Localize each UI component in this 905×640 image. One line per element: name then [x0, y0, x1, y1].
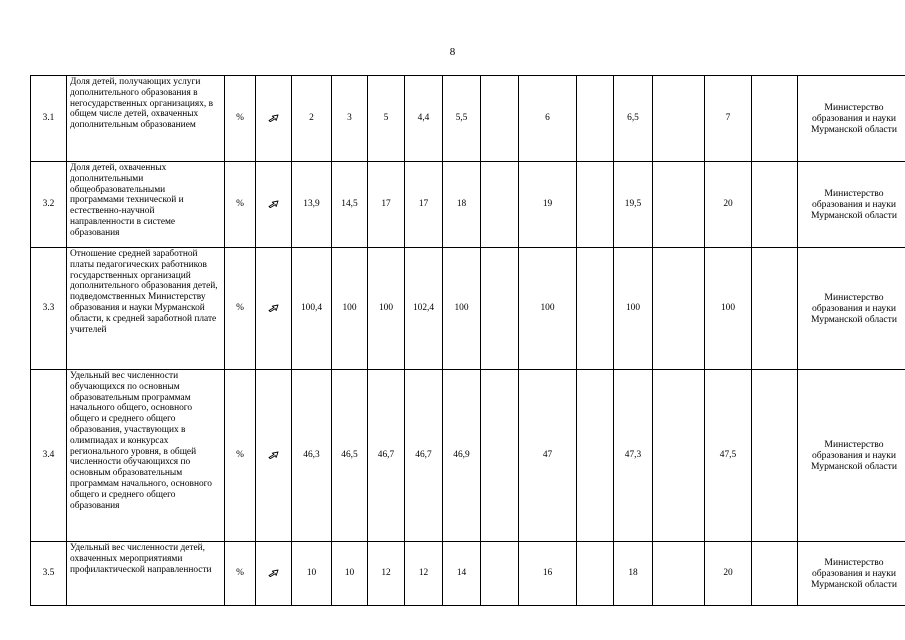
table-row [31, 76, 905, 162]
value-cell [577, 162, 614, 248]
trend-cell [256, 542, 292, 606]
indicator-name: Доля детей, охваченных дополнительными общеобразовательными программами технической и естественно-научной направленности в системе образования [67, 162, 225, 248]
value-cell [577, 76, 614, 162]
value-cell: 10 [292, 542, 332, 606]
value-cell: 2 [292, 76, 332, 162]
responsible-agency: Министерство образования и науки Мурманской области [798, 162, 905, 248]
value-cell: 100 [332, 248, 368, 370]
page-number: 8 [449, 46, 456, 58]
value-cell: 17 [405, 162, 443, 248]
value-cell: 46,7 [368, 370, 405, 542]
trend-cell [256, 370, 292, 542]
value-cell [481, 370, 519, 542]
value-cell: 47,3 [614, 370, 653, 542]
value-cell: 12 [368, 542, 405, 606]
value-cell: 47,5 [705, 370, 752, 542]
arrow-up-right-icon [268, 113, 280, 123]
value-cell [577, 370, 614, 542]
row-number: 3.5 [31, 542, 67, 606]
unit: % [225, 370, 256, 542]
value-cell: 46,3 [292, 370, 332, 542]
indicator-name: Доля детей, получающих услуги дополнительного образования в негосударственных организациях, в общем числе детей, охваченных дополнительным образованием [67, 76, 225, 162]
value-cell [653, 76, 705, 162]
unit: % [225, 542, 256, 606]
value-cell: 100 [705, 248, 752, 370]
value-cell [653, 370, 705, 542]
value-cell: 100 [614, 248, 653, 370]
value-cell: 14 [443, 542, 481, 606]
responsible-agency: Министерство образования и науки Мурманской области [798, 248, 905, 370]
indicator-name: Отношение средней заработной платы педагогических работников государственных организаций дополнительного образования детей, подведомственных Министерству образования и науки Мурманской области, к средней заработной плате учителей [67, 248, 225, 370]
value-cell [577, 248, 614, 370]
value-cell: 6 [519, 76, 577, 162]
value-cell: 46,7 [405, 370, 443, 542]
unit: % [225, 76, 256, 162]
arrow-up-right-icon [268, 303, 280, 313]
value-cell: 100 [519, 248, 577, 370]
value-cell: 100,4 [292, 248, 332, 370]
value-cell: 18 [443, 162, 481, 248]
value-cell [481, 542, 519, 606]
value-cell: 19,5 [614, 162, 653, 248]
value-cell: 5 [368, 76, 405, 162]
value-cell: 6,5 [614, 76, 653, 162]
value-cell [752, 370, 798, 542]
unit: % [225, 162, 256, 248]
value-cell: 13,9 [292, 162, 332, 248]
value-cell: 20 [705, 162, 752, 248]
value-cell: 17 [368, 162, 405, 248]
table-row [31, 542, 905, 606]
value-cell [481, 248, 519, 370]
indicator-name: Удельный вес численности обучающихся по основным образовательным программам начального общего, основного общего и среднего общего образования, участвующих в олимпиадах и конкурсах регионального уровня, в общей численности обучающихся по основным образовательным программам начального, основного общего и среднего общего образования [67, 370, 225, 542]
value-cell [653, 162, 705, 248]
value-cell: 5,5 [443, 76, 481, 162]
value-cell: 100 [443, 248, 481, 370]
trend-cell [256, 248, 292, 370]
responsible-agency: Министерство образования и науки Мурманской области [798, 370, 905, 542]
value-cell: 14,5 [332, 162, 368, 248]
value-cell: 16 [519, 542, 577, 606]
value-cell: 102,4 [405, 248, 443, 370]
value-cell [653, 542, 705, 606]
responsible-agency: Министерство образования и науки Мурманской области [798, 542, 905, 606]
value-cell: 100 [368, 248, 405, 370]
value-cell [752, 162, 798, 248]
table-row [31, 248, 905, 370]
table-row [31, 370, 905, 542]
value-cell: 20 [705, 542, 752, 606]
value-cell [653, 248, 705, 370]
value-cell: 18 [614, 542, 653, 606]
value-cell: 3 [332, 76, 368, 162]
value-cell: 12 [405, 542, 443, 606]
value-cell [752, 76, 798, 162]
value-cell: 19 [519, 162, 577, 248]
indicators-table [30, 75, 905, 606]
value-cell [752, 542, 798, 606]
row-number: 3.3 [31, 248, 67, 370]
row-number: 3.1 [31, 76, 67, 162]
arrow-up-right-icon [268, 450, 280, 460]
arrow-up-right-icon [268, 568, 280, 578]
trend-cell [256, 162, 292, 248]
table-row [31, 162, 905, 248]
value-cell [752, 248, 798, 370]
value-cell: 46,5 [332, 370, 368, 542]
row-number: 3.2 [31, 162, 67, 248]
value-cell: 4,4 [405, 76, 443, 162]
value-cell [577, 542, 614, 606]
unit: % [225, 248, 256, 370]
value-cell: 7 [705, 76, 752, 162]
value-cell [481, 162, 519, 248]
row-number: 3.4 [31, 370, 67, 542]
responsible-agency: Министерство образования и науки Мурманской области [798, 76, 905, 162]
value-cell: 47 [519, 370, 577, 542]
value-cell: 46,9 [443, 370, 481, 542]
trend-cell [256, 76, 292, 162]
arrow-up-right-icon [268, 199, 280, 209]
value-cell: 10 [332, 542, 368, 606]
value-cell [481, 76, 519, 162]
indicator-name: Удельный вес численности детей, охваченных мероприятиями профилактической направленности [67, 542, 225, 606]
